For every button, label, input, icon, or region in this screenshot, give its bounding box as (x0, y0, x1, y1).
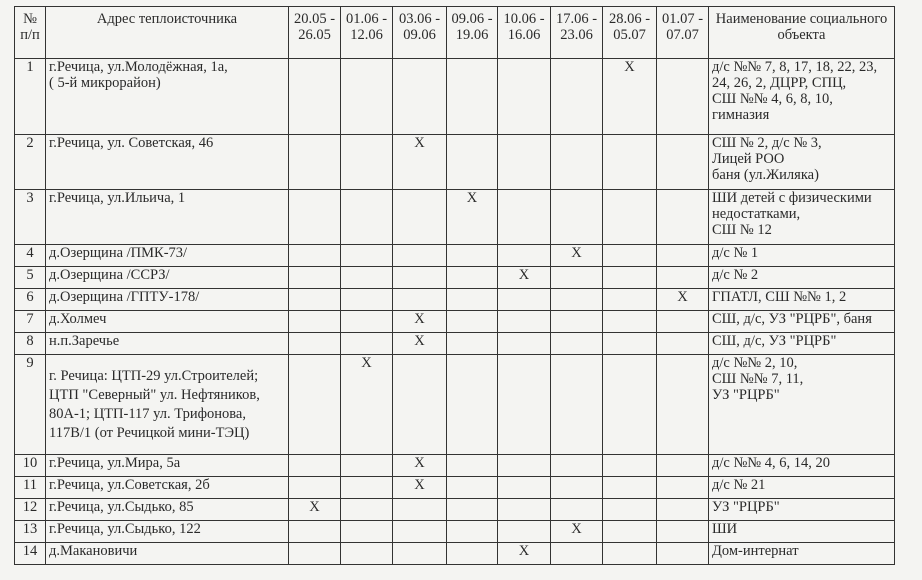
period-cell (447, 499, 498, 521)
objects-cell (709, 135, 895, 190)
object-line: баня (ул.Жиляка) (712, 167, 819, 183)
period-cell (603, 245, 657, 267)
objects-cell (709, 311, 895, 333)
period-cell (657, 355, 709, 455)
period-cell (603, 267, 657, 289)
period-cell (551, 499, 603, 521)
object-line: д/с № 2 (712, 267, 759, 283)
table-row (15, 59, 895, 135)
period-cell (341, 521, 393, 543)
header-objects-line: объекта (777, 27, 826, 43)
period-cell (551, 311, 603, 333)
period-mark: Х (393, 477, 447, 499)
period-cell (289, 311, 341, 333)
period-cell (289, 59, 341, 135)
table-body (15, 59, 895, 565)
period-mark: Х (498, 267, 551, 289)
period-cell (341, 135, 393, 190)
header-objects (709, 7, 895, 59)
period-cell (657, 59, 709, 135)
address-cell (46, 289, 289, 311)
address-line: д.Холмеч (49, 311, 107, 327)
period-mark: Х (289, 499, 341, 521)
address-cell (46, 477, 289, 499)
period-mark: Х (657, 289, 709, 311)
period-cell (603, 311, 657, 333)
object-line: д/с №№ 4, 6, 14, 20 (712, 455, 831, 471)
table-row (15, 245, 895, 267)
period-cell (498, 289, 551, 311)
period-start: 09.06 - (451, 11, 493, 27)
address-line: 117В/1 (от Речицкой мини-ТЭЦ) (49, 424, 250, 441)
address-cell (46, 267, 289, 289)
period-mark: Х (447, 190, 498, 245)
header-period (498, 7, 551, 59)
period-cell (657, 333, 709, 355)
object-line: УЗ "РЦРБ" (712, 387, 780, 403)
period-cell (603, 355, 657, 455)
address-cell (46, 455, 289, 477)
header-address-label: Адрес теплоисточника (96, 11, 238, 27)
object-line: ШИ (712, 521, 738, 537)
object-line: д/с №№ 7, 8, 17, 18, 22, 23, (712, 59, 878, 75)
period-end: 12.06 (350, 27, 383, 43)
address-cell (46, 135, 289, 190)
row-number: 8 (15, 333, 46, 355)
address-cell (46, 333, 289, 355)
period-cell (498, 499, 551, 521)
period-cell (551, 135, 603, 190)
period-cell (289, 355, 341, 455)
schedule-table (14, 6, 895, 565)
header-period (551, 7, 603, 59)
header-period (603, 7, 657, 59)
period-cell (447, 245, 498, 267)
table-row (15, 355, 895, 455)
period-cell (447, 455, 498, 477)
address-line: г.Речица, ул.Сыдько, 85 (49, 499, 194, 515)
period-cell (289, 135, 341, 190)
address-cell (46, 543, 289, 565)
row-number: 12 (15, 499, 46, 521)
period-cell (341, 477, 393, 499)
period-cell (657, 477, 709, 499)
address-cell (46, 311, 289, 333)
objects-cell (709, 455, 895, 477)
period-cell (341, 455, 393, 477)
period-cell (341, 289, 393, 311)
address-line: ЦТП "Северный" ул. Нефтяников, (49, 386, 260, 403)
address-line: д.Озерщина /ССРЗ/ (49, 267, 170, 283)
period-cell (657, 190, 709, 245)
period-cell (289, 521, 341, 543)
table-row (15, 499, 895, 521)
address-cell (46, 521, 289, 543)
period-cell (289, 190, 341, 245)
period-cell (341, 499, 393, 521)
address-line: д.Макановичи (49, 543, 138, 559)
period-cell (447, 289, 498, 311)
object-line: СШ № 12 (712, 222, 772, 238)
address-line: н.п.Заречье (49, 333, 120, 349)
period-cell (393, 355, 447, 455)
header-num-line: п/п (20, 27, 40, 43)
header-period (289, 7, 341, 59)
address-cell (46, 355, 289, 455)
period-cell (447, 267, 498, 289)
objects-cell (709, 333, 895, 355)
period-end: 19.06 (455, 27, 489, 43)
period-cell (341, 333, 393, 355)
table-row (15, 267, 895, 289)
object-line: гимназия (712, 107, 770, 123)
address-line: д.Озерщина /ГПТУ-178/ (49, 289, 200, 305)
address-line: г.Речица, ул. Советская, 46 (49, 135, 214, 151)
table-row (15, 521, 895, 543)
table-row (15, 289, 895, 311)
period-start: 01.07 - (661, 11, 704, 27)
period-cell (289, 543, 341, 565)
object-line: недостатками, (712, 206, 801, 222)
period-cell (498, 521, 551, 543)
address-line: г.Речица, ул.Ильича, 1 (49, 190, 186, 206)
period-mark: Х (393, 455, 447, 477)
period-cell (498, 311, 551, 333)
row-number: 13 (15, 521, 46, 543)
period-cell (603, 135, 657, 190)
table-row (15, 190, 895, 245)
period-mark: Х (551, 521, 603, 543)
period-end: 23.06 (560, 27, 593, 43)
period-mark: Х (393, 333, 447, 355)
period-cell (657, 245, 709, 267)
period-cell (447, 521, 498, 543)
period-cell (393, 267, 447, 289)
header-period (657, 7, 709, 59)
period-cell (603, 477, 657, 499)
period-cell (657, 135, 709, 190)
period-cell (551, 190, 603, 245)
period-cell (551, 267, 603, 289)
header-period (393, 7, 447, 59)
period-cell (657, 499, 709, 521)
period-cell (551, 455, 603, 477)
period-cell (447, 355, 498, 455)
period-cell (447, 477, 498, 499)
period-end: 16.06 (507, 27, 541, 43)
period-cell (603, 521, 657, 543)
row-number: 3 (15, 190, 46, 245)
period-cell (498, 455, 551, 477)
period-start: 20.05 - (293, 11, 336, 27)
period-cell (289, 289, 341, 311)
object-line: д/с № 1 (712, 245, 759, 261)
object-line: 24, 26, 2, ДЦРР, СПЦ, (712, 75, 847, 91)
period-cell (498, 190, 551, 245)
address-cell (46, 190, 289, 245)
address-cell (46, 59, 289, 135)
object-line: СШ №№ 7, 11, (712, 371, 804, 387)
row-number: 11 (15, 477, 46, 499)
period-cell (551, 543, 603, 565)
period-cell (447, 311, 498, 333)
period-cell (498, 59, 551, 135)
row-number: 1 (15, 59, 46, 135)
table-row (15, 543, 895, 565)
period-cell (657, 311, 709, 333)
table-row (15, 455, 895, 477)
address-cell (46, 499, 289, 521)
period-cell (603, 333, 657, 355)
objects-cell (709, 245, 895, 267)
address-line: г.Речица, ул.Молодёжная, 1а, (49, 59, 228, 75)
object-line: СШ №№ 4, 6, 8, 10, (712, 91, 833, 107)
objects-cell (709, 499, 895, 521)
objects-cell (709, 355, 895, 455)
row-number: 5 (15, 267, 46, 289)
period-cell (289, 333, 341, 355)
row-number: 9 (15, 355, 46, 455)
table-row (15, 333, 895, 355)
row-number: 14 (15, 543, 46, 565)
address-line: г.Речица, ул.Советская, 2б (49, 477, 210, 493)
address-line: ( 5-й микрорайон) (49, 75, 161, 91)
period-cell (341, 543, 393, 565)
period-cell (393, 59, 447, 135)
row-number: 7 (15, 311, 46, 333)
period-cell (341, 190, 393, 245)
row-number: 6 (15, 289, 46, 311)
objects-cell (709, 190, 895, 245)
period-mark: Х (551, 245, 603, 267)
period-cell (551, 59, 603, 135)
address-line: д.Озерщина /ПМК-73/ (49, 245, 188, 261)
row-number: 4 (15, 245, 46, 267)
period-start: 01.06 - (345, 11, 388, 27)
period-cell (341, 59, 393, 135)
header-num-line: № (23, 11, 37, 27)
period-start: 10.06 - (503, 11, 545, 27)
objects-cell (709, 59, 895, 135)
period-cell (393, 289, 447, 311)
period-cell (551, 333, 603, 355)
header-num (15, 7, 46, 59)
object-line: Лицей РОО (712, 151, 785, 167)
period-mark: Х (498, 543, 551, 565)
objects-cell (709, 543, 895, 565)
period-cell (498, 135, 551, 190)
period-cell (657, 521, 709, 543)
period-cell (498, 245, 551, 267)
period-cell (447, 135, 498, 190)
object-line: Дом-интернат (712, 543, 799, 559)
period-start: 28.06 - (608, 11, 651, 27)
header-objects-line: Наименование социального (715, 11, 888, 27)
period-cell (341, 311, 393, 333)
address-cell (46, 245, 289, 267)
object-line: ШИ детей с физическими (712, 190, 872, 206)
period-mark: Х (603, 59, 657, 135)
period-cell (289, 477, 341, 499)
period-cell (498, 333, 551, 355)
period-mark: Х (393, 311, 447, 333)
object-line: ГПАТЛ, СШ №№ 1, 2 (712, 289, 847, 305)
object-line: УЗ "РЦРБ" (712, 499, 780, 515)
table-row (15, 135, 895, 190)
header-row (15, 7, 895, 59)
period-cell (393, 190, 447, 245)
period-start: 03.06 - (398, 11, 441, 27)
period-cell (498, 355, 551, 455)
header-address (46, 7, 289, 59)
period-end: 05.07 (613, 27, 646, 43)
period-cell (603, 543, 657, 565)
objects-cell (709, 477, 895, 499)
period-cell (289, 455, 341, 477)
period-end: 07.07 (666, 27, 699, 43)
table-row (15, 311, 895, 333)
period-cell (657, 455, 709, 477)
object-line: д/с №№ 2, 10, (712, 355, 798, 371)
object-line: д/с № 21 (712, 477, 766, 493)
period-cell (341, 245, 393, 267)
period-start: 17.06 - (555, 11, 598, 27)
object-line: СШ, д/с, УЗ "РЦРБ" (712, 333, 837, 349)
period-end: 09.06 (403, 27, 436, 43)
period-cell (447, 59, 498, 135)
period-cell (447, 333, 498, 355)
period-end: 26.05 (298, 27, 331, 43)
period-cell (551, 289, 603, 311)
header-period (341, 7, 393, 59)
period-cell (393, 543, 447, 565)
period-cell (498, 477, 551, 499)
period-cell (447, 543, 498, 565)
table-row (15, 477, 895, 499)
period-mark: Х (341, 355, 393, 455)
address-line: г.Речица, ул.Сыдько, 122 (49, 521, 201, 537)
period-cell (393, 499, 447, 521)
row-number: 2 (15, 135, 46, 190)
period-cell (603, 190, 657, 245)
address-line: 80А-1; ЦТП-117 ул. Трифонова, (49, 405, 246, 422)
objects-cell (709, 289, 895, 311)
object-line: СШ, д/с, УЗ "РЦРБ", баня (712, 311, 872, 327)
address-line: г. Речица: ЦТП-29 ул.Строителей; (49, 367, 259, 384)
address-line: г.Речица, ул.Мира, 5а (49, 455, 181, 471)
period-cell (551, 477, 603, 499)
header-period (447, 7, 498, 59)
period-cell (289, 267, 341, 289)
period-mark: Х (393, 135, 447, 190)
period-cell (551, 355, 603, 455)
objects-cell (709, 267, 895, 289)
period-cell (603, 455, 657, 477)
period-cell (657, 267, 709, 289)
object-line: СШ № 2, д/с № 3, (712, 135, 822, 151)
objects-cell (709, 521, 895, 543)
period-cell (603, 289, 657, 311)
row-number: 10 (15, 455, 46, 477)
period-cell (393, 521, 447, 543)
period-cell (393, 245, 447, 267)
period-cell (657, 543, 709, 565)
period-cell (603, 499, 657, 521)
period-cell (289, 245, 341, 267)
period-cell (341, 267, 393, 289)
